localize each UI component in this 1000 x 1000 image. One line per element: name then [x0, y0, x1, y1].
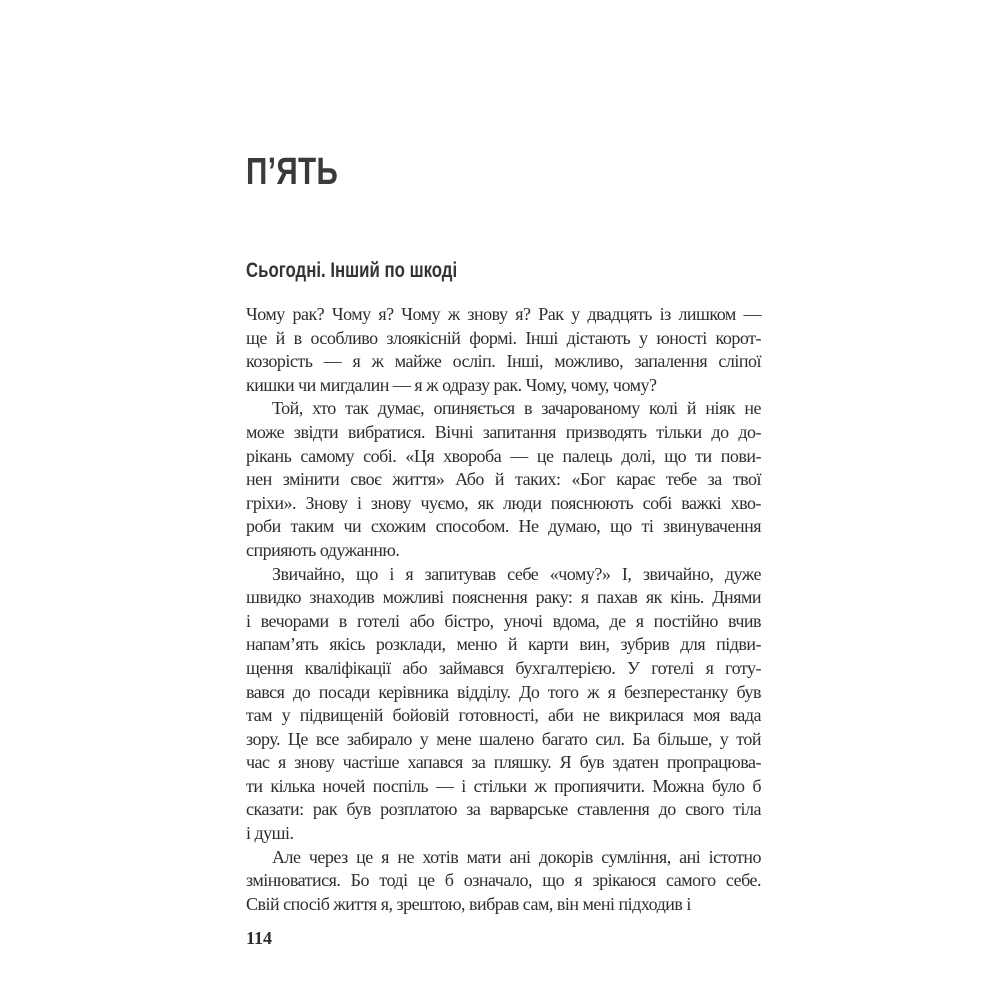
text-line: зору. Це все забирало у мене шалено багато сил. Ба більше, у той: [246, 728, 761, 749]
text-line: напам’ять якісь розклади, меню й карти вин, зубрив для підви-: [246, 634, 761, 655]
text-line: Але через це я не хотів мати ані докорів сумління, ані істотно: [272, 846, 761, 867]
text-line: Звичайно, що і я запитував себе «чому?» І, звичайно, дуже: [272, 563, 761, 584]
text-line: там у підвищеній бойовій готовності, аби не викрилася моя вада: [246, 705, 761, 726]
text-line: рікань самому собі. «Ця хвороба — це палець долі, що ти пови-: [246, 445, 761, 466]
text-line: може звідти вибратися. Вічні запитання призводять тільки до до-: [246, 421, 761, 442]
page-number: 114: [246, 928, 273, 948]
text-line: і душі.: [246, 823, 294, 844]
text-line: Свій спосіб життя я, зрештою, вибрав сам, він мені підходив і: [246, 893, 691, 914]
text-line: Той, хто так думає, опиняється в зачарованому колі й ніяк не: [272, 398, 761, 419]
text-line: і вечорами в готелі або бістро, уночі вдома, де я постійно вчив: [246, 610, 761, 631]
text-line: ти кілька ночей поспіль — і стільки ж пропиячити. Можна було б: [246, 775, 761, 796]
paragraph: [246, 303, 761, 397]
text-line: щення кваліфікації або займався бухгалтерією. У готелі я готу-: [246, 657, 761, 678]
text-line: швидко знаходив можливі пояснення раку: я пахав як кінь. Днями: [246, 587, 761, 608]
text-line: сприяють одужанню.: [246, 539, 400, 560]
text-line: вався до посади керівника відділу. До того ж я безперестанку був: [246, 681, 761, 702]
chapter-title: П’ЯТЬ: [246, 151, 339, 193]
text-line: сказати: рак був розплатою за варварське ставлення до свого тіла: [246, 799, 761, 820]
paragraph: [246, 397, 761, 562]
text-line: роби таким чи схожим способом. Не думаю, що ті звинувачення: [246, 516, 761, 537]
text-line: час я знову частіше хапався за пляшку. Я був здатен пропрацюва-: [246, 752, 761, 773]
body-text: [246, 303, 761, 916]
text-line: ще й в особливо злоякісній формі. Інші дістають у юності корот-: [246, 327, 761, 348]
text-line: гріхи». Знову і знову чуємо, як люди пояснюють собі важкі хво-: [246, 492, 761, 513]
text-line: козорість — я ж майже осліп. Інші, можливо, запалення сліпої: [246, 351, 761, 372]
paragraph: [246, 563, 761, 846]
text-line: Чому рак? Чому я? Чому ж знову я? Рак у двадцять із лишком —: [246, 304, 761, 324]
section-title: Сьогодні. Інший по шкоді: [246, 259, 458, 282]
text-line: змінюватися. Бо тоді це б означало, що я зрікаюся самого себе.: [246, 870, 761, 891]
text-line: кишки чи мигдалин — я ж одразу рак. Чому, чому, чому?: [246, 374, 657, 395]
paragraph: [246, 846, 761, 917]
text-line: нен змінити своє життя» Або й таких: «Бог карає тебе за твої: [246, 469, 761, 490]
